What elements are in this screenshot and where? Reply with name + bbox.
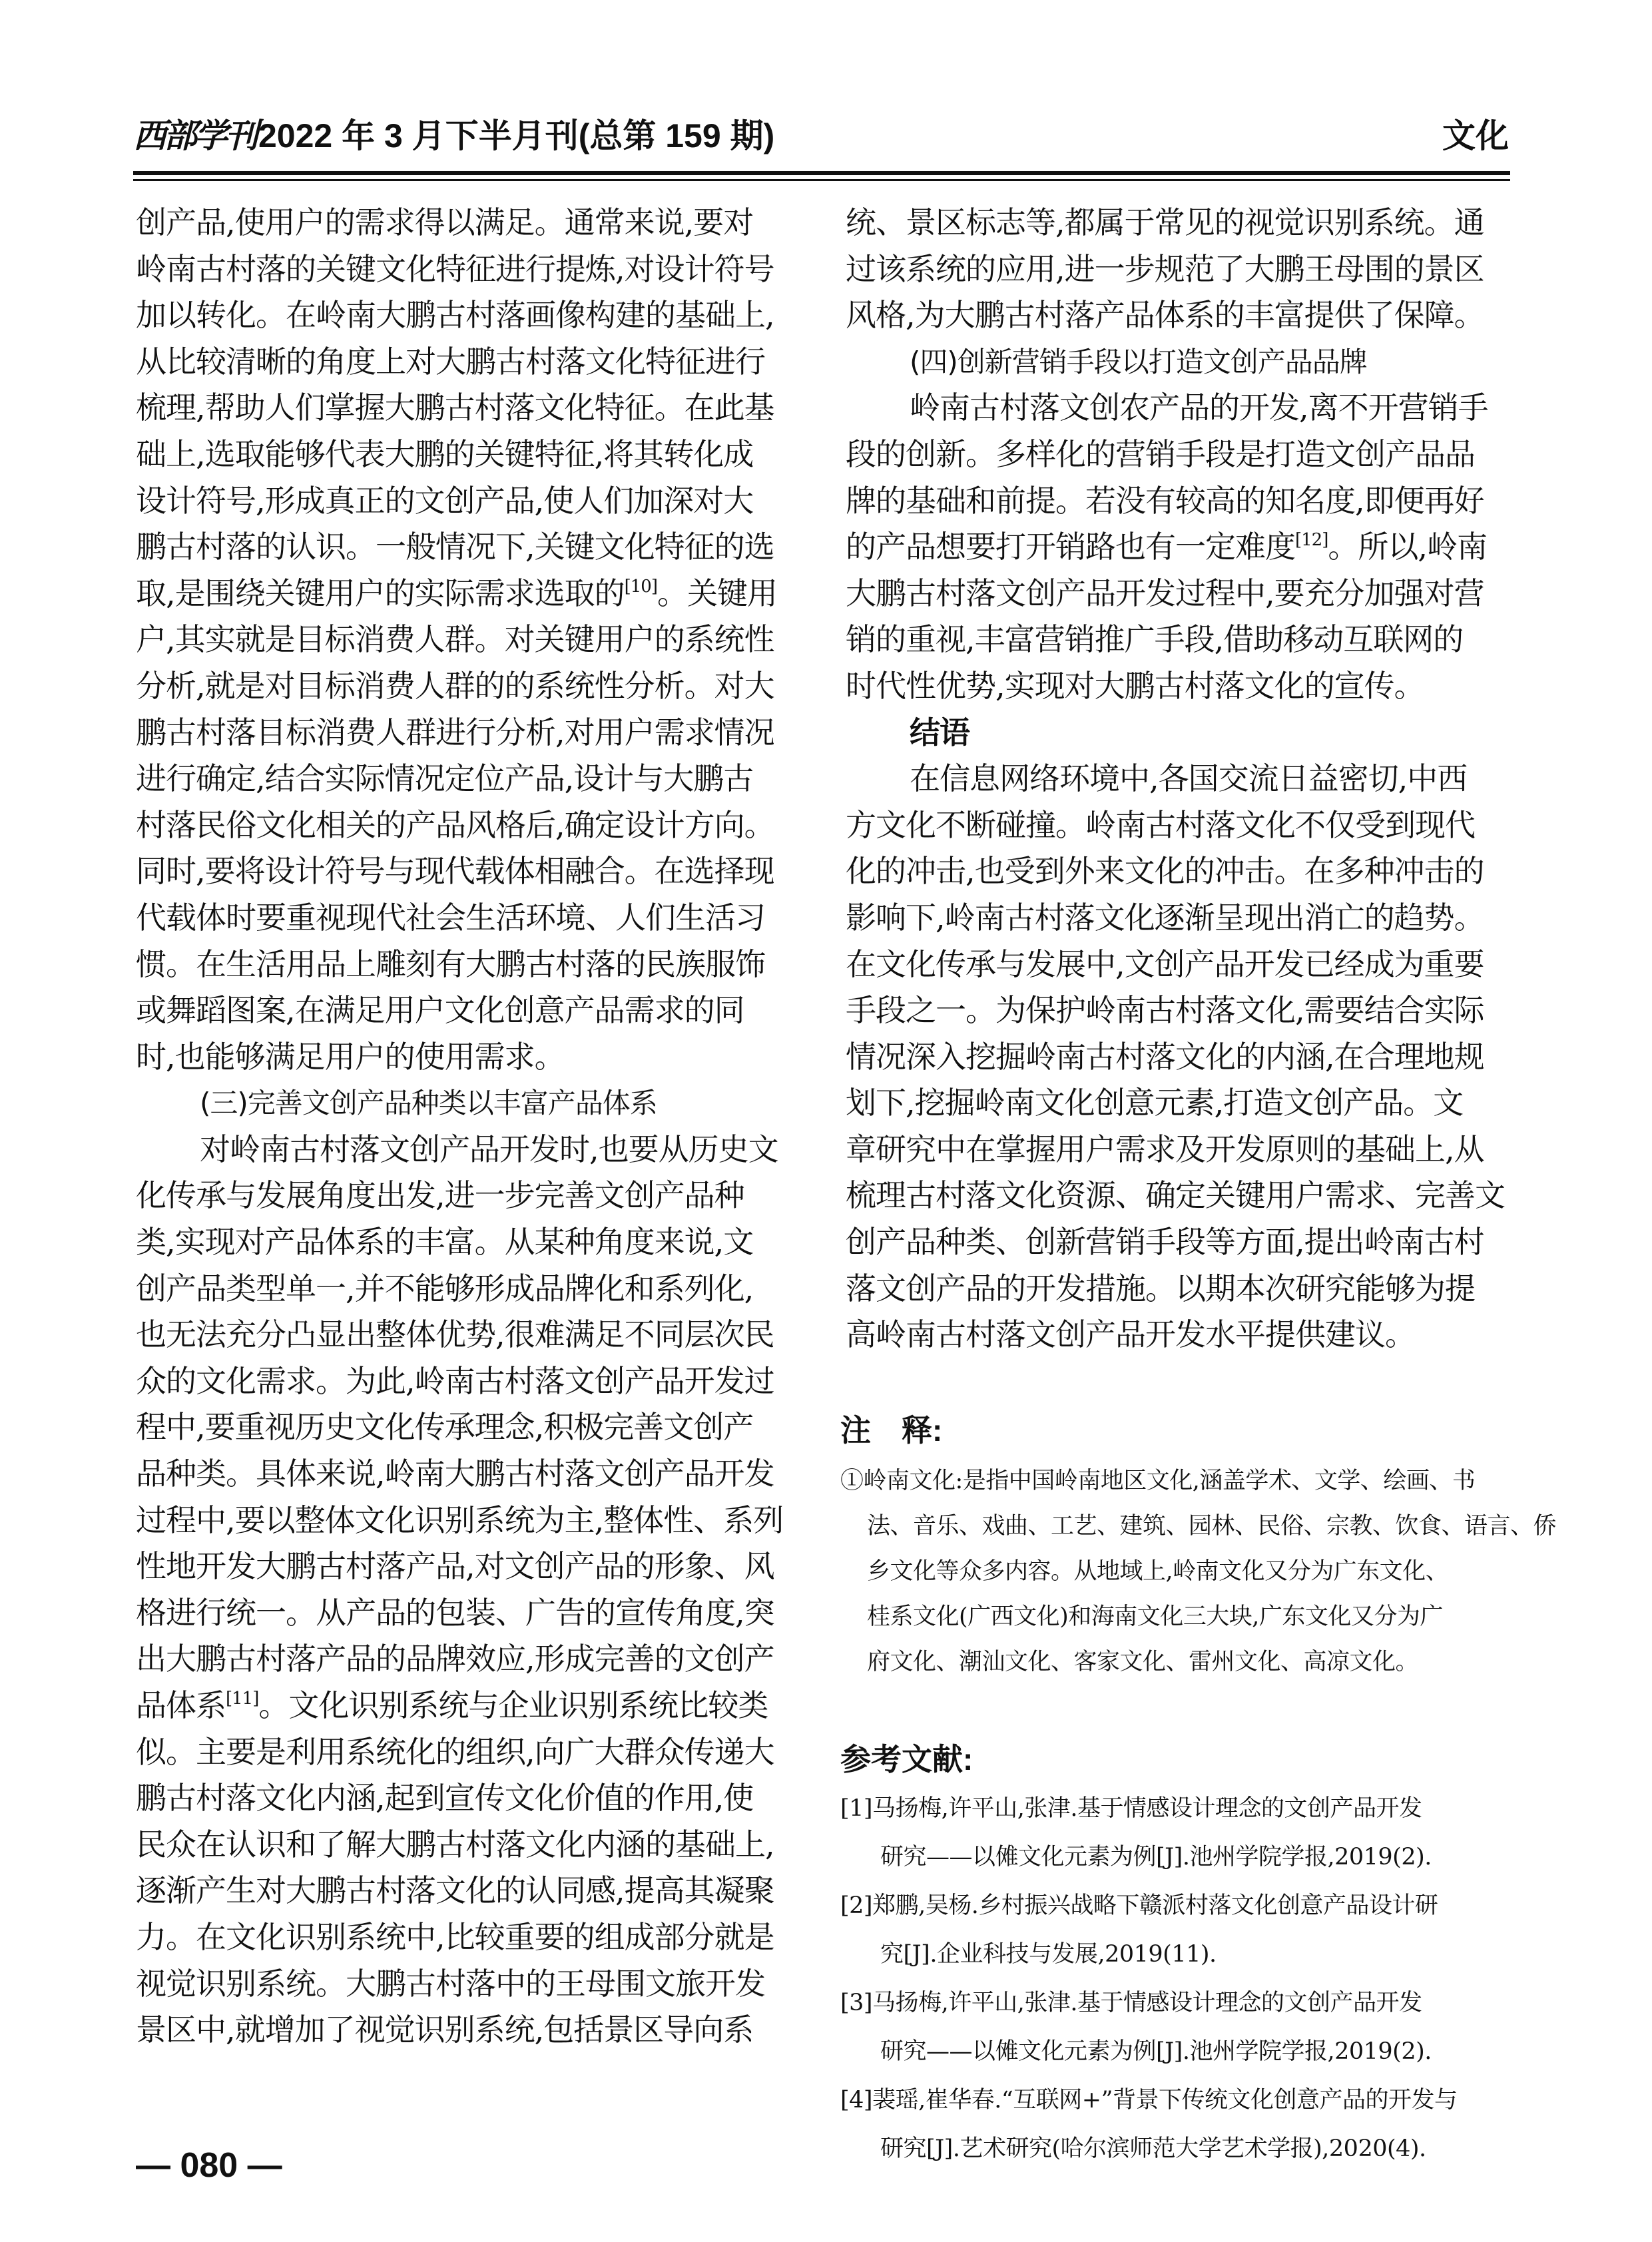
issue-info: 2022 年 3 月下半月刊(总第 159 期) [258, 117, 775, 154]
left-column [136, 200, 799, 2054]
body-line: 时,也能够满足用户的使用需求。 [136, 1038, 565, 1075]
body-line: 统、景区标志等,都属于常见的视觉识别系统。通 [846, 204, 1484, 240]
body-line: 视觉识别系统。大鹏古村落中的王母围文旅开发 [136, 1965, 765, 2002]
body-line: 力。在文化识别系统中,比较重要的组成部分就是 [136, 1918, 774, 1955]
conclusion-heading: 结语 [910, 714, 969, 750]
notes-section [840, 1458, 1557, 1685]
body-line: 过该系统的应用,进一步规范了大鹏王母围的景区 [846, 250, 1484, 287]
reference-item-continued: 究[J].企业科技与发展,2019(11). [880, 1941, 1217, 1968]
body-line: 梳理,帮助人们掌握大鹏古村落文化特征。在此基 [136, 390, 774, 426]
citation-marker: [12] [1295, 530, 1328, 551]
text-segment: 取,是围绕关键用户的实际需求选取的 [136, 575, 625, 611]
reference-item-continued: 研究——以傩文化元素为例[J].池州学院学报,2019(2). [880, 1844, 1432, 1870]
header-rule-thin [133, 179, 1510, 181]
body-line: 程中,要重视历史文化传承理念,积极完善文创产 [136, 1409, 754, 1446]
body-line: 格进行统一。从产品的包装、广告的宣传角度,突 [136, 1594, 774, 1631]
body-line: 同时,要将设计符号与现代载体相融合。在选择现 [136, 853, 774, 890]
body-line [846, 524, 1509, 571]
text-segment: 品体系 [136, 1687, 226, 1723]
body-line: 梳理古村落文化资源、确定关键用户需求、完善文 [846, 1177, 1505, 1214]
body-line: 大鹏古村落文创产品开发过程中,要充分加强对营 [846, 575, 1484, 611]
body-line: 也无法充分凸显出整体优势,很难满足不同层次民 [136, 1316, 774, 1353]
body-line: 化的冲击,也受到外来文化的冲击。在多种冲击的 [846, 853, 1484, 890]
journal-logo: 西部学刊 [133, 116, 256, 155]
body-line: 划下,挖掘岭南文化创意元素,打造文创产品。文 [846, 1085, 1464, 1121]
body-line: 分析,就是对目标消费人群的的系统性分析。对大 [136, 667, 774, 704]
body-line: 或舞蹈图案,在满足用户文化创意产品需求的同 [136, 992, 744, 1029]
body-line: 牌的基础和前提。若没有较高的知名度,即便再好 [846, 482, 1484, 519]
citation-marker: [10] [624, 576, 657, 597]
references-title: 参考文献: [840, 1742, 973, 1777]
body-line: 化传承与发展角度出发,进一步完善文创产品种 [136, 1177, 744, 1214]
header-rule-thick [133, 171, 1510, 175]
body-line: 进行确定,结合实际情况定位产品,设计与大鹏古 [136, 760, 754, 797]
text-segment: 的产品想要打开销路也有一定难度 [846, 529, 1295, 565]
note-line: 府文化、潮汕文化、客家文化、雷州文化、高凉文化。 [867, 1649, 1419, 1675]
body-line: 创产品类型单一,并不能够形成品牌化和系列化, [136, 1270, 754, 1306]
body-line: 出大鹏古村落产品的品牌效应,形成完善的文创产 [136, 1641, 774, 1677]
body-line: 章研究中在掌握用户需求及开发原则的基础上,从 [846, 1131, 1484, 1167]
references-list [840, 1785, 1513, 2173]
body-line: 从比较清晰的角度上对大鹏古村落文化特征进行 [136, 343, 765, 380]
body-line: 性地开发大鹏古村落产品,对文创产品的形象、风 [136, 1548, 774, 1585]
body-line: 代载体时要重视现代社会生活环境、人们生活习 [136, 899, 765, 936]
body-line: 鹏古村落文化内涵,起到宣传文化价值的作用,使 [136, 1780, 754, 1817]
reference-item-continued: 研究——以傩文化元素为例[J].池州学院学报,2019(2). [880, 2038, 1432, 2065]
note-line: 桂系文化(广西文化)和海南文化三大块,广东文化又分为广 [867, 1603, 1443, 1630]
body-line: 景区中,就增加了视觉识别系统,包括景区导向系 [136, 2012, 754, 2048]
note-line: ①岭南文化:是指中国岭南地区文化,涵盖学术、文学、绘画、书 [840, 1468, 1476, 1494]
body-line: 影响下,岭南古村落文化逐渐呈现出消亡的趋势。 [846, 899, 1484, 936]
body-line: 手段之一。为保护岭南古村落文化,需要结合实际 [846, 992, 1484, 1029]
body-line: 在文化传承与发展中,文创产品开发已经成为重要 [846, 946, 1484, 982]
body-line: 落文创产品的开发措施。以期本次研究能够为提 [846, 1270, 1475, 1306]
text-segment: 。关键用 [657, 575, 777, 611]
body-line: 情况深入挖掘岭南古村落文化的内涵,在合理地规 [846, 1038, 1484, 1075]
note-line: 法、音乐、戏曲、工艺、建筑、园林、民俗、宗教、饮食、语言、侨 [867, 1513, 1557, 1540]
note-line: 乡文化等众多内容。从地域上,岭南文化又分为广东文化、 [867, 1558, 1449, 1585]
body-line: 鹏古村落目标消费人群进行分析,对用户需求情况 [136, 714, 774, 750]
body-line: 设计符号,形成真正的文创产品,使人们加深对大 [136, 482, 754, 519]
right-column [846, 200, 1509, 1358]
body-line: 似。主要是利用系统化的组织,向广大群众传递大 [136, 1733, 774, 1770]
reference-item: [4]裴瑶,崔华春.“互联网+”背景下传统文化创意产品的开发与 [840, 2087, 1458, 2113]
body-line: 础上,选取能够代表大鹏的关键特征,将其转化成 [136, 435, 754, 472]
body-line: 逐渐产生对大鹏古村落文化的认同感,提高其凝聚 [136, 1872, 774, 1909]
body-line: 民众在认识和了解大鹏古村落文化内涵的基础上, [136, 1826, 774, 1862]
body-line: 过程中,要以整体文化识别系统为主,整体性、系列 [136, 1502, 784, 1538]
section-heading: (三)完善文创产品种类以丰富产品体系 [200, 1087, 657, 1120]
body-line: 品种类。具体来说,岭南大鹏古村落文创产品开发 [136, 1456, 774, 1492]
body-line [136, 571, 799, 617]
notes-title: 注 释: [840, 1413, 943, 1448]
body-line: 加以转化。在岭南大鹏古村落画像构建的基础上, [136, 297, 774, 334]
body-line: 类,实现对产品体系的丰富。从某种角度来说,文 [136, 1224, 754, 1261]
body-line: 在信息网络环境中,各国交流日益密切,中西 [910, 760, 1468, 797]
section-label: 文化 [1442, 117, 1509, 154]
body-line: 销的重视,丰富营销推广手段,借助移动互联网的 [846, 621, 1464, 658]
body-line: 户,其实就是目标消费人群。对关键用户的系统性 [136, 621, 774, 658]
header-left [133, 115, 774, 157]
body-line: 村落民俗文化相关的产品风格后,确定设计方向。 [136, 806, 774, 843]
body-line: 岭南古村落文创农产品的开发,离不开营销手 [910, 390, 1488, 426]
body-line: 段的创新。多样化的营销手段是打造文创产品品 [846, 435, 1475, 472]
text-segment: 。所以,岭南 [1328, 529, 1487, 565]
text-segment: 。文化识别系统与企业识别系统比较类 [258, 1687, 768, 1723]
body-line: 惯。在生活用品上雕刻有大鹏古村落的民族服饰 [136, 946, 765, 982]
reference-item: [2]郑鹏,吴杨.乡村振兴战略下赣派村落文化创意产品设计研 [840, 1892, 1438, 1919]
body-line: 风格,为大鹏古村落产品体系的丰富提供了保障。 [846, 297, 1484, 334]
page-number: — 080 — [136, 2146, 282, 2185]
section-heading: (四)创新营销手段以打造文创产品品牌 [910, 345, 1367, 378]
body-line: 众的文化需求。为此,岭南古村落文创产品开发过 [136, 1362, 774, 1399]
body-line: 时代性优势,实现对大鹏古村落文化的宣传。 [846, 667, 1424, 704]
body-line: 对岭南古村落文创产品开发时,也要从历史文 [200, 1131, 778, 1167]
body-line: 创产品,使用户的需求得以满足。通常来说,要对 [136, 204, 754, 240]
body-line [136, 1683, 799, 1729]
body-line: 鹏古村落的认识。一般情况下,关键文化特征的选 [136, 529, 774, 565]
body-line: 方文化不断碰撞。岭南古村落文化不仅受到现代 [846, 806, 1475, 843]
reference-item: [3]马扬梅,许平山,张津.基于情感设计理念的文创产品开发 [840, 1990, 1422, 2016]
body-line: 岭南古村落的关键文化特征进行提炼,对设计符号 [136, 250, 774, 287]
body-line: 高岭南古村落文创产品开发水平提供建议。 [846, 1316, 1415, 1353]
citation-marker: [11] [226, 1689, 259, 1709]
body-line: 创产品种类、创新营销手段等方面,提出岭南古村 [846, 1224, 1484, 1261]
reference-item: [1]马扬梅,许平山,张津.基于情感设计理念的文创产品开发 [840, 1795, 1422, 1822]
reference-item-continued: 研究[J].艺术研究(哈尔滨师范大学艺术学报),2020(4). [880, 2135, 1426, 2162]
